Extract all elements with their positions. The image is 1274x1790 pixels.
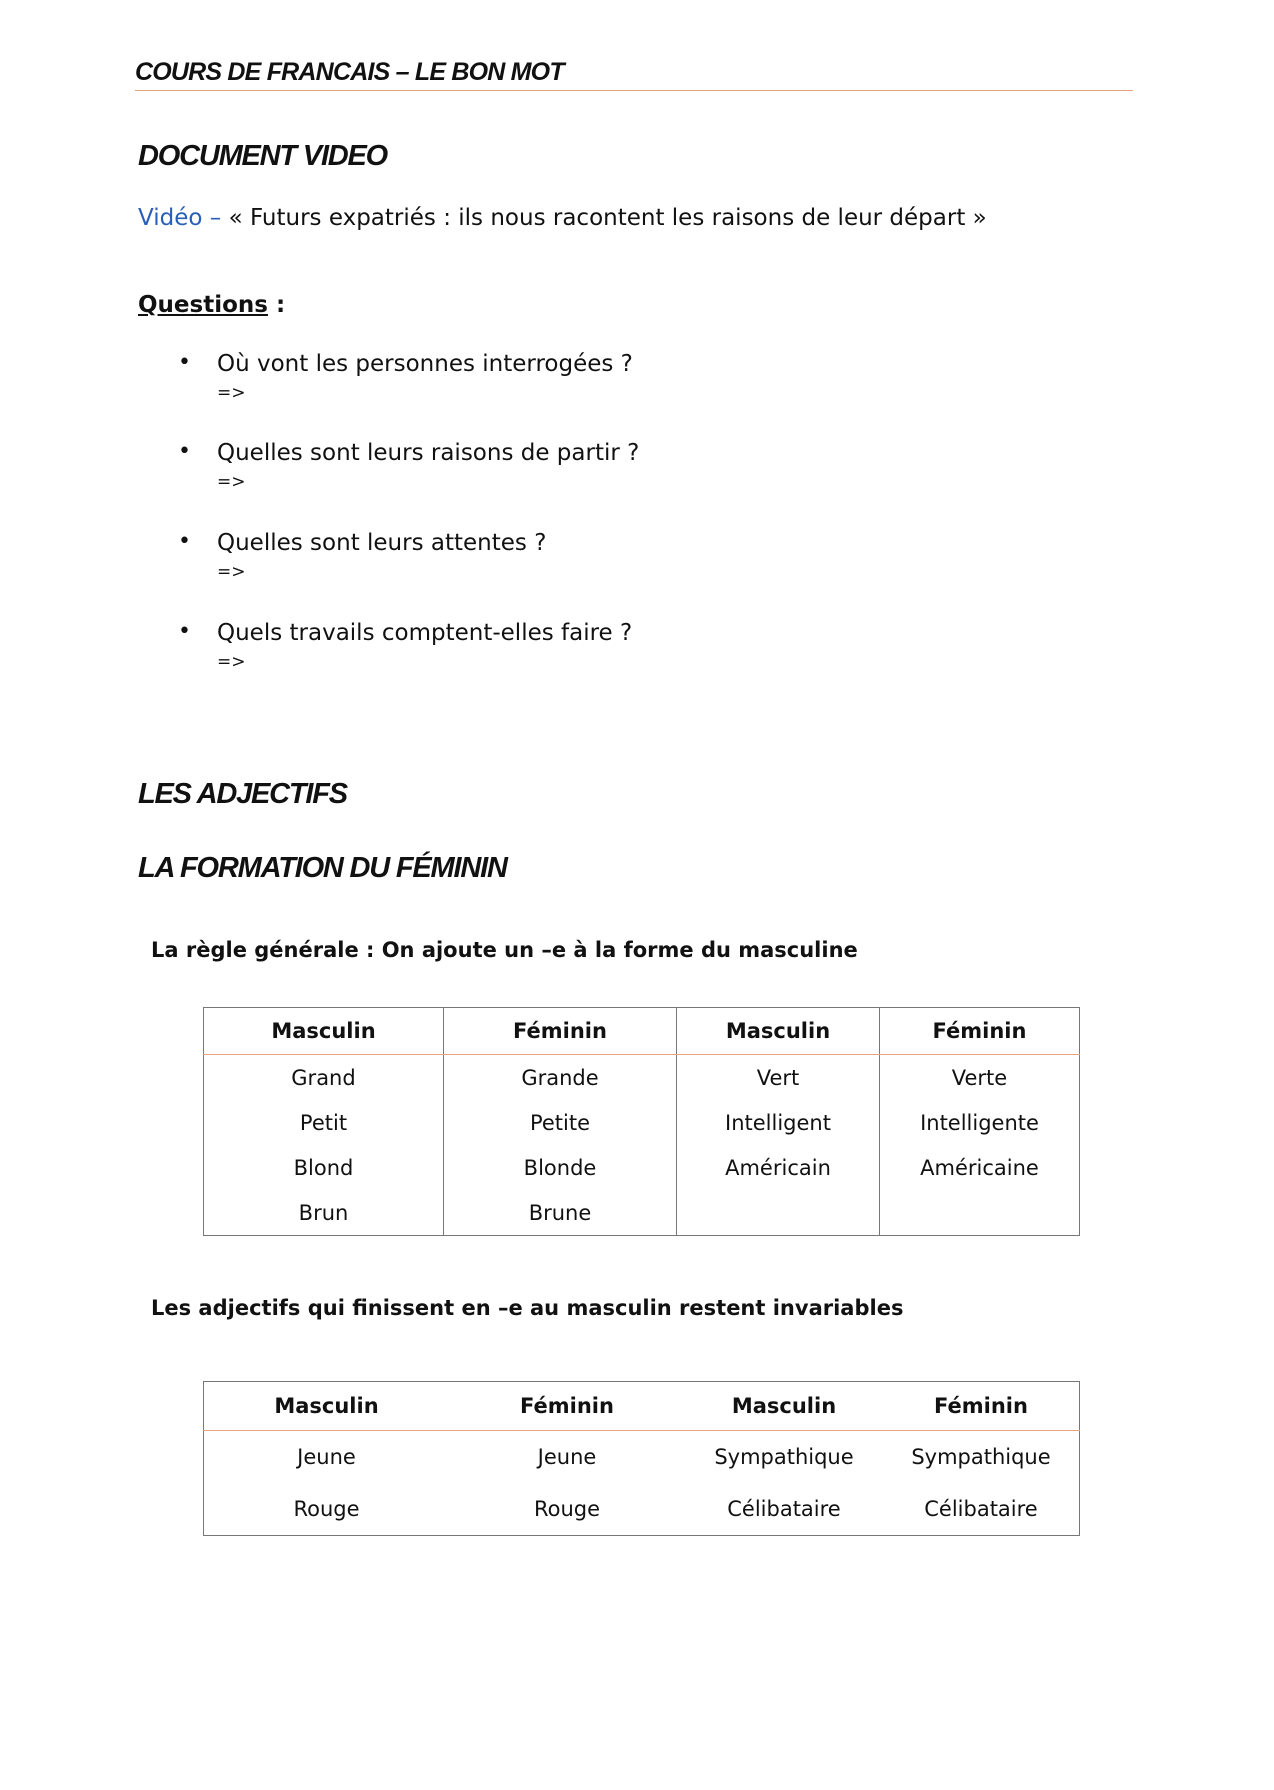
table-cell: Intelligent (677, 1100, 880, 1145)
answer-arrow: => (217, 383, 246, 403)
question-text: Quelles sont leurs attentes ? (217, 530, 547, 556)
table-cell: Brune (444, 1190, 677, 1236)
questions-label (138, 292, 285, 318)
table-cell: Sympathique (911, 1445, 1051, 1469)
table-row (204, 1190, 1080, 1236)
column-header: Féminin (880, 1008, 1080, 1055)
table-cell: Blond (204, 1145, 444, 1190)
questions-label-colon: : (267, 292, 286, 318)
bullet-icon: • (178, 439, 191, 464)
table-cell: Célibataire (727, 1497, 841, 1521)
table-cell: Grande (444, 1055, 677, 1101)
table-header-row (204, 1382, 1080, 1431)
column-header: Masculin (204, 1008, 444, 1055)
column-header: Féminin (444, 1008, 677, 1055)
table-cell: Jeune (297, 1445, 356, 1469)
question-text: Quelles sont leurs raisons de partir ? (217, 440, 640, 466)
table-cell: Intelligente (920, 1110, 1039, 1135)
table-cell: Petite (444, 1100, 677, 1145)
table-cell: Brun (204, 1190, 444, 1236)
table-cell: Verte (951, 1065, 1008, 1090)
table-cell: Américaine (920, 1155, 1039, 1180)
table-cell: Rouge (293, 1497, 360, 1521)
header-title: COURS DE FRANCAIS – LE BON MOT (135, 58, 564, 86)
rule-general: La règle générale : On ajoute un –e à la forme du masculine (151, 938, 858, 962)
video-link[interactable]: Vidéo (138, 205, 203, 231)
column-header: Féminin (449, 1382, 685, 1431)
table-cell: Célibataire (924, 1497, 1038, 1521)
answer-arrow: => (217, 652, 246, 672)
question-text: Quels travails comptent-elles faire ? (217, 620, 633, 646)
invariable-adjectives-table (203, 1381, 1080, 1536)
feminine-formation-table (203, 1007, 1080, 1236)
answer-arrow: => (217, 562, 246, 582)
question-text: Où vont les personnes interrogées ? (217, 351, 633, 377)
table-row (204, 1055, 1080, 1101)
column-header: Masculin (685, 1382, 883, 1431)
questions-label-text: Questions (138, 292, 268, 318)
table-cell (677, 1190, 880, 1236)
table-header-row (204, 1008, 1080, 1055)
table-row (204, 1483, 1080, 1536)
answer-arrow: => (217, 472, 246, 492)
column-header: Masculin (677, 1008, 880, 1055)
column-header: Masculin (204, 1382, 450, 1431)
table-cell: Jeune (537, 1445, 597, 1469)
rule-invariable: Les adjectifs qui finissent en –e au masculin restent invariables (151, 1296, 904, 1320)
column-header: Féminin (883, 1382, 1080, 1431)
page-header (135, 58, 1133, 91)
video-title: « Futurs expatriés : ils nous racontent les raisons de leur départ » (228, 205, 987, 231)
video-separator: – (202, 205, 229, 231)
table-cell: Vert (677, 1055, 880, 1101)
table-row (204, 1145, 1080, 1190)
section-title-document-video: DOCUMENT VIDEO (138, 140, 388, 172)
table-cell: Sympathique (714, 1445, 854, 1469)
bullet-icon: • (178, 619, 191, 644)
table-cell: Blonde (444, 1145, 677, 1190)
bullet-icon: • (178, 350, 191, 375)
bullet-icon: • (178, 529, 191, 554)
table-cell: Grand (204, 1055, 444, 1101)
table-cell: Petit (204, 1100, 444, 1145)
video-line (138, 205, 987, 231)
section-title-adjectifs: LES ADJECTIFS (138, 778, 347, 810)
table-row (204, 1431, 1080, 1484)
table-cell (880, 1190, 1080, 1236)
table-row (204, 1100, 1080, 1145)
table-cell: Américain (677, 1145, 880, 1190)
table-cell: Rouge (533, 1497, 601, 1521)
section-subtitle-feminin: LA FORMATION DU FÉMININ (138, 852, 507, 884)
